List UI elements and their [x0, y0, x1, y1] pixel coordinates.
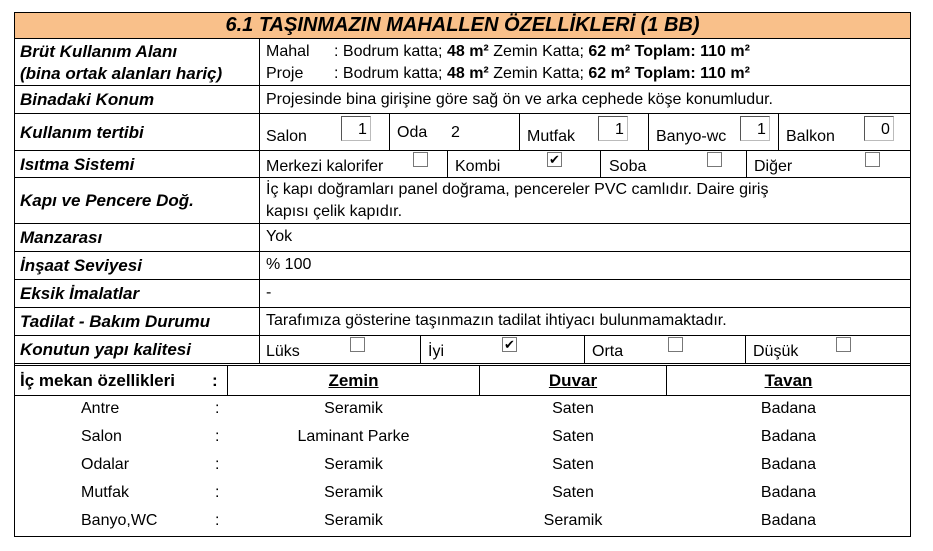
room-zemin: Seramik	[324, 400, 383, 417]
room-name: Mutfak	[81, 484, 130, 501]
balkon-label: Balkon	[786, 128, 835, 145]
row-line	[14, 335, 911, 336]
col-header-tavan: Tavan	[764, 371, 813, 390]
salon-count[interactable]: 1	[341, 116, 371, 141]
mahal-key: Mahal	[266, 43, 310, 60]
row-line	[14, 395, 911, 396]
brut-sep: : Bodrum katta;	[334, 43, 443, 60]
row-line	[14, 307, 911, 308]
brut-label-1: Brüt Kullanım Alanı	[20, 42, 178, 61]
tadilat-label: Tadilat - Bakım Durumu	[20, 312, 211, 331]
konum-label: Binadaki Konum	[20, 90, 155, 109]
banyo-count[interactable]: 1	[740, 116, 770, 141]
room-name: Antre	[81, 400, 120, 417]
isitma-opt-merkezi: Merkezi kalorifer	[266, 158, 384, 175]
kapi-label: Kapı ve Pencere Doğ.	[20, 191, 194, 210]
brut-v1: 48 m²	[446, 43, 489, 60]
kombi-checkbox[interactable]: ✔	[547, 152, 562, 167]
interior-header-label: İç mekan özellikleri	[20, 371, 175, 390]
kapi-line-2: kapısı çelik kapıdır.	[266, 203, 403, 220]
room-tavan: Badana	[760, 456, 817, 473]
room-zemin: Seramik	[324, 456, 383, 473]
insaat-value: % 100	[266, 256, 312, 273]
room-duvar: Saten	[552, 400, 594, 417]
manzara-label: Manzarası	[20, 228, 103, 247]
row-line	[14, 113, 911, 114]
row-line	[14, 85, 911, 86]
iyi-checkbox[interactable]: ✔	[502, 337, 517, 352]
insaat-label: İnşaat Seviyesi	[20, 256, 142, 275]
room-name: Banyo,WC	[81, 512, 158, 529]
row-line	[14, 223, 911, 224]
row-line	[14, 365, 911, 366]
isitma-label: Isıtma Sistemi	[20, 155, 135, 174]
oda-count: 2	[451, 124, 460, 141]
brut-total: Toplam: 110 m²	[634, 43, 750, 60]
oda-label: Oda	[397, 124, 428, 141]
row-line	[14, 536, 911, 537]
balkon-count[interactable]: 0	[864, 116, 894, 141]
kullanim-label: Kullanım tertibi	[20, 123, 144, 142]
room-zemin: Seramik	[324, 512, 383, 529]
room-zemin: Seramik	[324, 484, 383, 501]
brut-mid: Zemin Katta;	[493, 43, 584, 60]
room-tavan: Badana	[760, 484, 817, 501]
kalite-opt-orta: Orta	[592, 343, 624, 360]
room-zemin: Laminant Parke	[297, 428, 410, 445]
room-tavan: Badana	[760, 428, 817, 445]
col-header-zemin: Zemin	[328, 371, 379, 390]
room-duvar: Saten	[552, 428, 594, 445]
proje-key: Proje	[266, 65, 304, 82]
brut-label-2: (bina ortak alanları hariç)	[20, 64, 223, 83]
room-colon: :	[215, 428, 220, 445]
kalite-opt-luks: Lüks	[266, 343, 300, 360]
cell-divider	[746, 150, 747, 177]
room-colon: :	[215, 456, 220, 473]
brut-total: Toplam: 110 m²	[634, 65, 750, 82]
cell-divider	[778, 113, 779, 150]
row-line	[14, 177, 911, 178]
label-column-divider	[259, 39, 260, 363]
cell-divider	[584, 335, 585, 363]
salon-label: Salon	[266, 128, 307, 145]
room-name: Odalar	[81, 456, 130, 473]
cell-divider	[648, 113, 649, 150]
interior-header-colon: :	[212, 371, 218, 390]
room-name: Salon	[81, 428, 122, 445]
diger-checkbox[interactable]	[865, 152, 880, 167]
tadilat-value: Tarafımıza gösterine taşınmazın tadilat ihtiyacı bulunmamaktadır.	[266, 312, 727, 329]
cell-divider	[420, 335, 421, 363]
room-tavan: Badana	[760, 400, 817, 417]
brut-proje-line	[266, 65, 750, 83]
orta-checkbox[interactable]	[668, 337, 683, 352]
row-line	[14, 363, 911, 364]
brut-mid: Zemin Katta;	[493, 65, 584, 82]
room-duvar: Saten	[552, 484, 594, 501]
isitma-opt-diger: Diğer	[754, 158, 793, 175]
cell-divider	[745, 335, 746, 363]
cell-divider	[519, 113, 520, 150]
cell-divider	[389, 113, 390, 150]
cell-divider	[447, 150, 448, 177]
brut-sep: : Bodrum katta;	[334, 65, 443, 82]
row-line	[14, 251, 911, 252]
col-header-duvar: Duvar	[548, 371, 598, 390]
section-title: 6.1 TAŞINMAZIN MAHALLEN ÖZELLİKLERİ (1 BB)	[14, 12, 911, 39]
konum-value: Projesinde bina girişine göre sağ ön ve arka cephede köşe konumludur.	[266, 91, 773, 108]
kapi-line-1: İç kapı doğramları panel doğrama, pencereler PVC camlıdır. Daire giriş	[266, 181, 769, 198]
eksik-value: -	[266, 284, 272, 301]
eksik-label: Eksik İmalatlar	[20, 284, 140, 303]
banyo-label: Banyo-wc	[656, 128, 727, 145]
isitma-opt-soba: Soba	[609, 158, 647, 175]
isitma-opt-kombi: Kombi	[455, 158, 501, 175]
soba-checkbox[interactable]	[707, 152, 722, 167]
room-duvar: Seramik	[543, 512, 603, 529]
brut-v1: 48 m²	[446, 65, 489, 82]
room-colon: :	[215, 400, 220, 417]
luks-checkbox[interactable]	[350, 337, 365, 352]
brut-mahal-line	[266, 43, 750, 61]
manzara-value: Yok	[266, 228, 293, 245]
mutfak-count[interactable]: 1	[598, 116, 628, 141]
kalite-label: Konutun yapı kalitesi	[20, 340, 191, 359]
room-tavan: Badana	[760, 512, 817, 529]
merkezi-checkbox[interactable]	[413, 152, 428, 167]
row-line	[14, 279, 911, 280]
room-colon: :	[215, 484, 220, 501]
kalite-opt-dusuk: Düşük	[753, 343, 799, 360]
room-duvar: Saten	[552, 456, 594, 473]
mutfak-label: Mutfak	[527, 128, 576, 145]
brut-v2: 62 m²	[588, 65, 631, 82]
brut-v2: 62 m²	[588, 43, 631, 60]
dusuk-checkbox[interactable]	[836, 337, 851, 352]
kalite-opt-iyi: İyi	[428, 343, 444, 360]
room-colon: :	[215, 512, 220, 529]
cell-divider	[600, 150, 601, 177]
row-line	[14, 150, 911, 151]
